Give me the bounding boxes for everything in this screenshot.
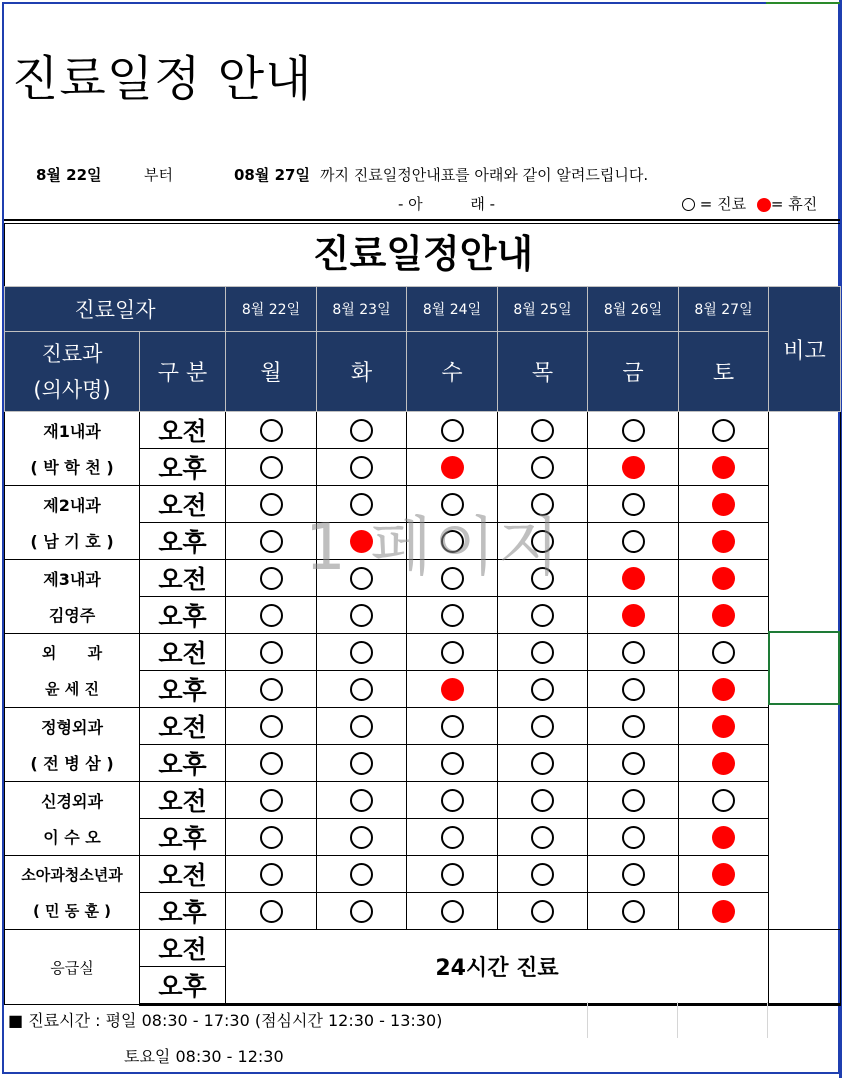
closed-dot-icon [757, 198, 771, 212]
schedule-cell[interactable] [588, 745, 679, 782]
schedule-cell[interactable] [498, 560, 588, 597]
closed-dot-icon [712, 567, 735, 590]
open-circle-icon [441, 863, 464, 886]
open-circle-icon [350, 900, 373, 923]
schedule-cell[interactable] [407, 745, 498, 782]
table-row [5, 412, 841, 449]
schedule-cell[interactable] [317, 634, 407, 671]
open-circle-icon [350, 752, 373, 775]
open-circle-icon [350, 641, 373, 664]
open-circle-icon [260, 863, 283, 886]
schedule-cell[interactable] [679, 597, 769, 634]
open-circle-icon [531, 715, 554, 738]
open-circle-icon [531, 493, 554, 516]
schedule-cell[interactable] [226, 819, 317, 856]
open-circle-icon [531, 530, 554, 553]
schedule-table [4, 286, 841, 1006]
weekday-cell: 목 [498, 332, 588, 412]
closed-dot-icon [622, 567, 645, 590]
schedule-cell[interactable] [226, 745, 317, 782]
table-row [5, 708, 841, 745]
open-circle-icon [441, 900, 464, 923]
schedule-cell[interactable] [498, 745, 588, 782]
schedule-cell[interactable] [317, 782, 407, 819]
closed-dot-icon [712, 863, 735, 886]
schedule-cell[interactable] [498, 634, 588, 671]
doctor-name: ( 남 기 호 ) [5, 523, 140, 560]
open-circle-icon [531, 900, 554, 923]
open-circle-icon [260, 715, 283, 738]
open-circle-icon [260, 789, 283, 812]
date-cell: 8월 25일 [498, 287, 588, 332]
schedule-cell[interactable] [679, 449, 769, 486]
schedule-cell[interactable] [226, 560, 317, 597]
schedule-cell[interactable] [317, 486, 407, 523]
cell-gridline [677, 1002, 678, 1038]
schedule-cell[interactable] [588, 708, 679, 745]
shift-am: 오전 [140, 560, 226, 597]
shift-am: 오전 [140, 856, 226, 893]
open-circle-icon [350, 493, 373, 516]
open-circle-icon [441, 826, 464, 849]
schedule-cell[interactable] [407, 412, 498, 449]
open-circle-icon [441, 493, 464, 516]
open-circle-icon [531, 456, 554, 479]
open-circle-icon [622, 419, 645, 442]
weekday-cell: 월 [226, 332, 317, 412]
schedule-cell[interactable] [498, 893, 588, 930]
date-cell: 8월 27일 [679, 287, 769, 332]
open-circle-icon [350, 456, 373, 479]
legend-closed-label: = 휴진 [770, 195, 818, 213]
open-circle-icon [260, 419, 283, 442]
open-circle-icon [622, 900, 645, 923]
open-circle-icon [350, 863, 373, 886]
open-circle-icon [441, 715, 464, 738]
open-circle-icon [260, 641, 283, 664]
start-date[interactable]: 8월 22일 [36, 166, 102, 184]
date-cell: 8월 24일 [407, 287, 498, 332]
schedule-cell[interactable] [498, 708, 588, 745]
hours-saturday: 토요일 08:30 - 12:30 [124, 1047, 284, 1066]
open-circle-icon [350, 419, 373, 442]
table-row [5, 671, 841, 708]
shift-pm: 오후 [140, 819, 226, 856]
table-row [5, 745, 841, 782]
schedule-cell[interactable] [226, 708, 317, 745]
below-label: - 아 래 - [398, 195, 496, 213]
cell-gridline [767, 1002, 768, 1038]
open-circle-icon [622, 641, 645, 664]
schedule-cell[interactable] [679, 560, 769, 597]
open-circle-icon [441, 641, 464, 664]
schedule-cell[interactable] [679, 412, 769, 449]
dept-header-line2: (의사명) [33, 377, 111, 402]
schedule-cell[interactable] [317, 893, 407, 930]
schedule-cell[interactable] [317, 708, 407, 745]
emergency-note: 24시간 진료 [226, 930, 769, 1005]
open-circle-icon [441, 530, 464, 553]
schedule-cell[interactable] [226, 856, 317, 893]
open-circle-icon [441, 604, 464, 627]
open-circle-icon [260, 752, 283, 775]
dept-name: 신경외과 [5, 782, 140, 819]
schedule-cell[interactable] [317, 819, 407, 856]
table-row [5, 893, 841, 930]
shift-header: 구 분 [140, 332, 226, 412]
open-circle-icon [622, 863, 645, 886]
open-circle-icon [260, 900, 283, 923]
from-label: 부터 [144, 166, 173, 184]
schedule-cell[interactable] [226, 449, 317, 486]
schedule-cell[interactable] [588, 782, 679, 819]
open-circle-icon [622, 530, 645, 553]
open-circle-icon [260, 678, 283, 701]
table-row [5, 634, 841, 671]
closed-dot-icon [712, 530, 735, 553]
schedule-cell[interactable] [679, 671, 769, 708]
open-circle-icon [712, 789, 735, 812]
closed-dot-icon [712, 715, 735, 738]
end-date[interactable]: 08월 27일 [234, 166, 310, 184]
closed-dot-icon [712, 900, 735, 923]
closed-dot-icon [712, 493, 735, 516]
date-cell: 8월 22일 [226, 287, 317, 332]
schedule-cell[interactable] [588, 412, 679, 449]
dept-name: 재1내과 [5, 412, 140, 449]
schedule-cell[interactable] [407, 708, 498, 745]
schedule-cell[interactable] [407, 634, 498, 671]
schedule-cell[interactable] [226, 671, 317, 708]
schedule-cell[interactable] [498, 819, 588, 856]
selected-cell[interactable] [768, 631, 840, 705]
weekday-cell: 금 [588, 332, 679, 412]
doctor-name: ( 박 학 천 ) [5, 449, 140, 486]
open-circle-icon [441, 752, 464, 775]
schedule-cell[interactable] [588, 597, 679, 634]
table-row [5, 856, 841, 893]
schedule-cell[interactable] [317, 671, 407, 708]
open-circle-icon [260, 530, 283, 553]
open-circle-icon [712, 419, 735, 442]
dept-header [5, 332, 140, 412]
note-header: 비고 [769, 287, 841, 412]
schedule-cell[interactable] [317, 449, 407, 486]
shift-am: 오전 [140, 412, 226, 449]
date-header: 진료일자 [5, 287, 226, 332]
legend [682, 193, 817, 214]
emergency-dept: 응급실 [5, 930, 140, 1005]
schedule-cell[interactable] [317, 856, 407, 893]
legend-open-label: = 진료 [699, 195, 747, 213]
schedule-cell[interactable] [317, 745, 407, 782]
shift-pm: 오후 [140, 893, 226, 930]
schedule-cell[interactable] [498, 671, 588, 708]
page-watermark: 1 페이지 [305, 511, 562, 585]
schedule-cell[interactable] [498, 856, 588, 893]
open-circle-icon [622, 789, 645, 812]
schedule-cell[interactable] [588, 523, 679, 560]
table-row [5, 782, 841, 819]
schedule-cell[interactable] [679, 523, 769, 560]
schedule-cell[interactable] [679, 708, 769, 745]
doctor-name: 윤 세 진 [5, 671, 140, 708]
open-circle-icon [531, 678, 554, 701]
weekday-cell: 화 [317, 332, 407, 412]
schedule-cell[interactable] [317, 412, 407, 449]
schedule-cell[interactable] [226, 523, 317, 560]
schedule-cell[interactable] [226, 412, 317, 449]
schedule-cell[interactable] [407, 449, 498, 486]
dept-name: 소아과청소년과 [5, 856, 140, 893]
hours-weekday: ■ 진료시간 : 평일 08:30 - 17:30 (점심시간 12:30 - 13:30) [8, 1011, 443, 1030]
schedule-cell[interactable] [679, 893, 769, 930]
schedule-cell[interactable] [226, 486, 317, 523]
schedule-cell[interactable] [588, 560, 679, 597]
open-circle-icon [350, 789, 373, 812]
shift-am: 오전 [140, 782, 226, 819]
schedule-cell[interactable] [498, 486, 588, 523]
shift-pm: 오후 [140, 967, 226, 1005]
schedule-cell[interactable] [407, 597, 498, 634]
page-title: 진료일정 안내 [12, 51, 313, 107]
table-row [5, 486, 841, 523]
open-circle-icon [350, 567, 373, 590]
doctor-name: ( 민 동 훈 ) [5, 893, 140, 930]
schedule-cell[interactable] [498, 412, 588, 449]
weekday-cell: 토 [679, 332, 769, 412]
closed-dot-icon [712, 752, 735, 775]
dept-header-line1: 진료과 [41, 341, 103, 366]
doctor-name: 이 수 오 [5, 819, 140, 856]
dept-name: 제2내과 [5, 486, 140, 523]
schedule-cell[interactable] [498, 449, 588, 486]
open-circle-icon [531, 863, 554, 886]
schedule-cell[interactable] [588, 634, 679, 671]
schedule-cell[interactable] [588, 856, 679, 893]
schedule-cell[interactable] [407, 523, 498, 560]
schedule-cell[interactable] [679, 634, 769, 671]
schedule-cell[interactable] [317, 523, 407, 560]
open-circle-icon [622, 752, 645, 775]
schedule-cell[interactable] [407, 782, 498, 819]
open-circle-icon [531, 641, 554, 664]
doctor-name: ( 전 병 삼 ) [5, 745, 140, 782]
open-circle-icon [531, 419, 554, 442]
table-row [5, 819, 841, 856]
schedule-cell[interactable] [317, 560, 407, 597]
shift-pm: 오후 [140, 671, 226, 708]
open-circle-icon [260, 456, 283, 479]
open-circle-icon [622, 678, 645, 701]
open-circle-icon [260, 567, 283, 590]
open-circle-icon [441, 419, 464, 442]
closed-dot-icon [712, 678, 735, 701]
open-circle-icon [531, 752, 554, 775]
schedule-cell[interactable] [588, 671, 679, 708]
open-circle-icon [622, 493, 645, 516]
shift-pm: 오후 [140, 449, 226, 486]
shift-pm: 오후 [140, 597, 226, 634]
open-circle-icon [712, 641, 735, 664]
schedule-cell[interactable] [407, 671, 498, 708]
schedule-cell[interactable] [588, 486, 679, 523]
open-circle-icon [531, 826, 554, 849]
schedule-cell[interactable] [588, 449, 679, 486]
open-circle-icon [350, 678, 373, 701]
schedule-cell[interactable] [407, 893, 498, 930]
schedule-cell[interactable] [226, 782, 317, 819]
closed-dot-icon [441, 456, 464, 479]
open-circle-icon [350, 826, 373, 849]
shift-pm: 오후 [140, 523, 226, 560]
dept-name: 제3내과 [5, 560, 140, 597]
schedule-cell[interactable] [226, 893, 317, 930]
open-circle-icon [441, 789, 464, 812]
date-cell: 8월 23일 [317, 287, 407, 332]
open-circle-icon [531, 567, 554, 590]
schedule-cell[interactable] [407, 819, 498, 856]
shift-am: 오전 [140, 486, 226, 523]
table-row [5, 449, 841, 486]
open-circle-icon [260, 826, 283, 849]
schedule-cell[interactable] [407, 486, 498, 523]
notice-text: 까지 진료일정안내표를 아래와 같이 알려드립니다. [320, 166, 649, 184]
open-circle-icon [622, 826, 645, 849]
schedule-cell[interactable] [679, 486, 769, 523]
shift-am: 오전 [140, 930, 226, 967]
schedule-cell[interactable] [588, 893, 679, 930]
schedule-cell[interactable] [226, 634, 317, 671]
closed-dot-icon [712, 826, 735, 849]
open-circle-icon [441, 567, 464, 590]
dept-name: 외 과 [5, 634, 140, 671]
doctor-name: 김영주 [5, 597, 140, 634]
open-circle-icon [531, 789, 554, 812]
table-row [5, 560, 841, 597]
note-cell[interactable] [769, 930, 841, 1005]
weekday-cell: 수 [407, 332, 498, 412]
table-row [5, 597, 841, 634]
dept-name: 정형외과 [5, 708, 140, 745]
closed-dot-icon [622, 456, 645, 479]
open-circle-icon [260, 493, 283, 516]
table-row [5, 523, 841, 560]
schedule-banner: 진료일정안내 [4, 224, 841, 286]
closed-dot-icon [622, 604, 645, 627]
schedule-cell[interactable] [679, 856, 769, 893]
cell-gridline [766, 2, 840, 4]
date-cell: 8월 26일 [588, 287, 679, 332]
schedule-cell[interactable] [679, 782, 769, 819]
schedule-cell[interactable] [679, 819, 769, 856]
open-circle-icon [260, 604, 283, 627]
open-circle-icon [531, 604, 554, 627]
open-circle-icon [682, 198, 695, 211]
shift-am: 오전 [140, 634, 226, 671]
closed-dot-icon [441, 678, 464, 701]
schedule-cell[interactable] [407, 560, 498, 597]
schedule-cell[interactable] [588, 819, 679, 856]
closed-dot-icon [350, 530, 373, 553]
schedule-cell[interactable] [317, 597, 407, 634]
open-circle-icon [622, 715, 645, 738]
cell-gridline [587, 1002, 588, 1038]
divider [4, 219, 840, 221]
schedule-cell[interactable] [498, 523, 588, 560]
shift-pm: 오후 [140, 745, 226, 782]
schedule-cell[interactable] [498, 782, 588, 819]
shift-am: 오전 [140, 708, 226, 745]
open-circle-icon [350, 604, 373, 627]
schedule-cell[interactable] [407, 856, 498, 893]
schedule-cell[interactable] [226, 597, 317, 634]
schedule-cell[interactable] [498, 597, 588, 634]
closed-dot-icon [712, 604, 735, 627]
schedule-cell[interactable] [679, 745, 769, 782]
open-circle-icon [350, 715, 373, 738]
closed-dot-icon [712, 456, 735, 479]
